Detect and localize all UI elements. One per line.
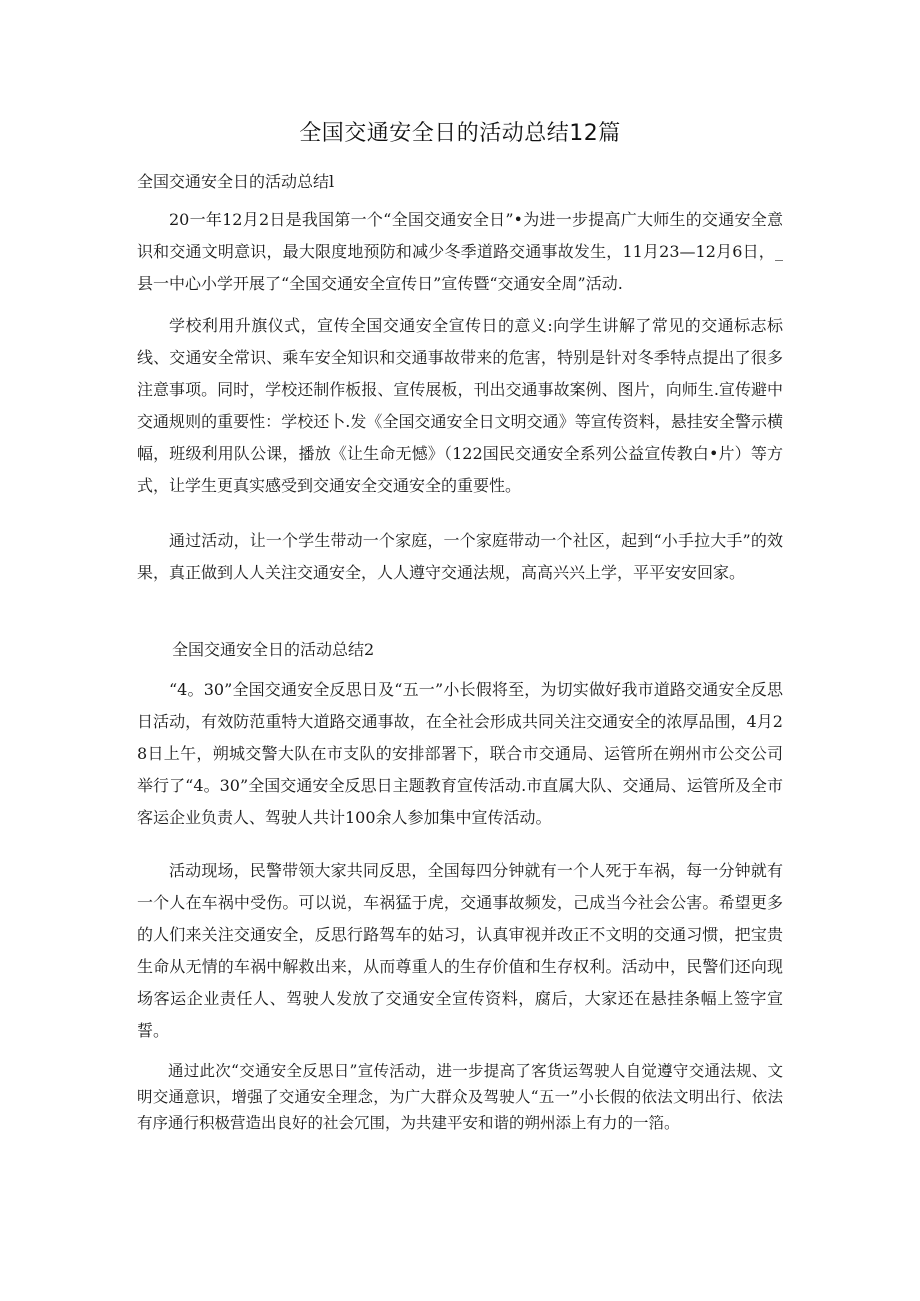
paragraph: 通过活动，让一个学生带动一个家庭，一个家庭带动一个社区，起到“小手拉大手”的效果，真正做到人人关注交通安全，人人遵守交通法规，高高兴兴上学，平平安安回家。 [137, 531, 783, 582]
paragraph: 20一年12月2日是我国第一个“全国交通安全日”•为进一步提高广大师生的交通安全意识和交通文明意识，最大限度地预防和减少冬季道路交通事故发生，11月23—12月6日，_县一中心小学开展了“全国交通安全宣传日”宣传暨“交通安全周”活动. [137, 210, 783, 293]
document-title: 全国交通安全日的活动总结12篇 [299, 121, 621, 146]
section-heading-2: 全国交通安全日的活动总结2 [172, 640, 375, 659]
paragraph: 学校利用升旗仪式，宣传全国交通安全宣传日的意义:向学生讲解了常见的交通标志标线、交通安全常识、乘车安全知识和交通事故带来的危害，特别是针对冬季特点提出了很多注意事项。同时，学校还制作板报、宣传展板，刊出交通事故案例、图片，向师生.宣传避中交通规则的重要性：学校还卜.发《全国交通安全日文明交通》等宣传资料，悬挂安全警示横幅，班级利用队公课，播放《让生命无憾》（122国民交通安全系列公益宣传教白•片）等方式，让学生更真实感受到交通安全交通安全的重要性。 [137, 316, 783, 495]
paragraph: 通过此次“交通安全反思日”宣传活动，进一步提高了客货运驾驶人自觉遵守交通法规、文明交通意识，增强了交通安全理念，为广大群众及驾驶人“五一”小长假的依法文明出行、依法有序通行积极营造出良好的社会冗围，为共建平安和谐的朔州添上有力的一箔。 [137, 1062, 783, 1132]
paragraph: “4。30”全国交通安全反思日及“五一”小长假将至，为切实做好我市道路交通安全反思日活动，有效防范重特大道路交通事故，在全社会形成共同关注交通安全的浓厚品围，4月28日上午，朔城交警大队在市支队的安排部署下，联合市交通局、运管所在朔州市公交公司举行了“4。30”全国交通安全反思日主题教育宣传活动.市直属大队、交通局、运管所及全市客运企业负责人、驾驶人共计100余人参加集中宣传活动。 [137, 680, 783, 827]
section-heading-1: 全国交通安全日的活动总结l [137, 172, 335, 191]
paragraph: 活动现场，民警带领大家共同反思，全国每四分钟就有一个人死于车祸，每一分钟就有一个人在车祸中受伤。可以说，车祸猛于虎，交通事故频发，己成当今社会公害。希望更多的人们来关注交通安全，反思行路驾车的姑习，认真审视并改正不文明的交通习惯，把宝贵生命从无情的车祸中解救出来，从而尊重人的生存价值和生存权利。活动中，民警们还向现场客运企业责任人、驾驶人发放了交通安全宣传资料，腐后，大家还在悬挂条幅上签字宣誓。 [137, 861, 783, 1040]
